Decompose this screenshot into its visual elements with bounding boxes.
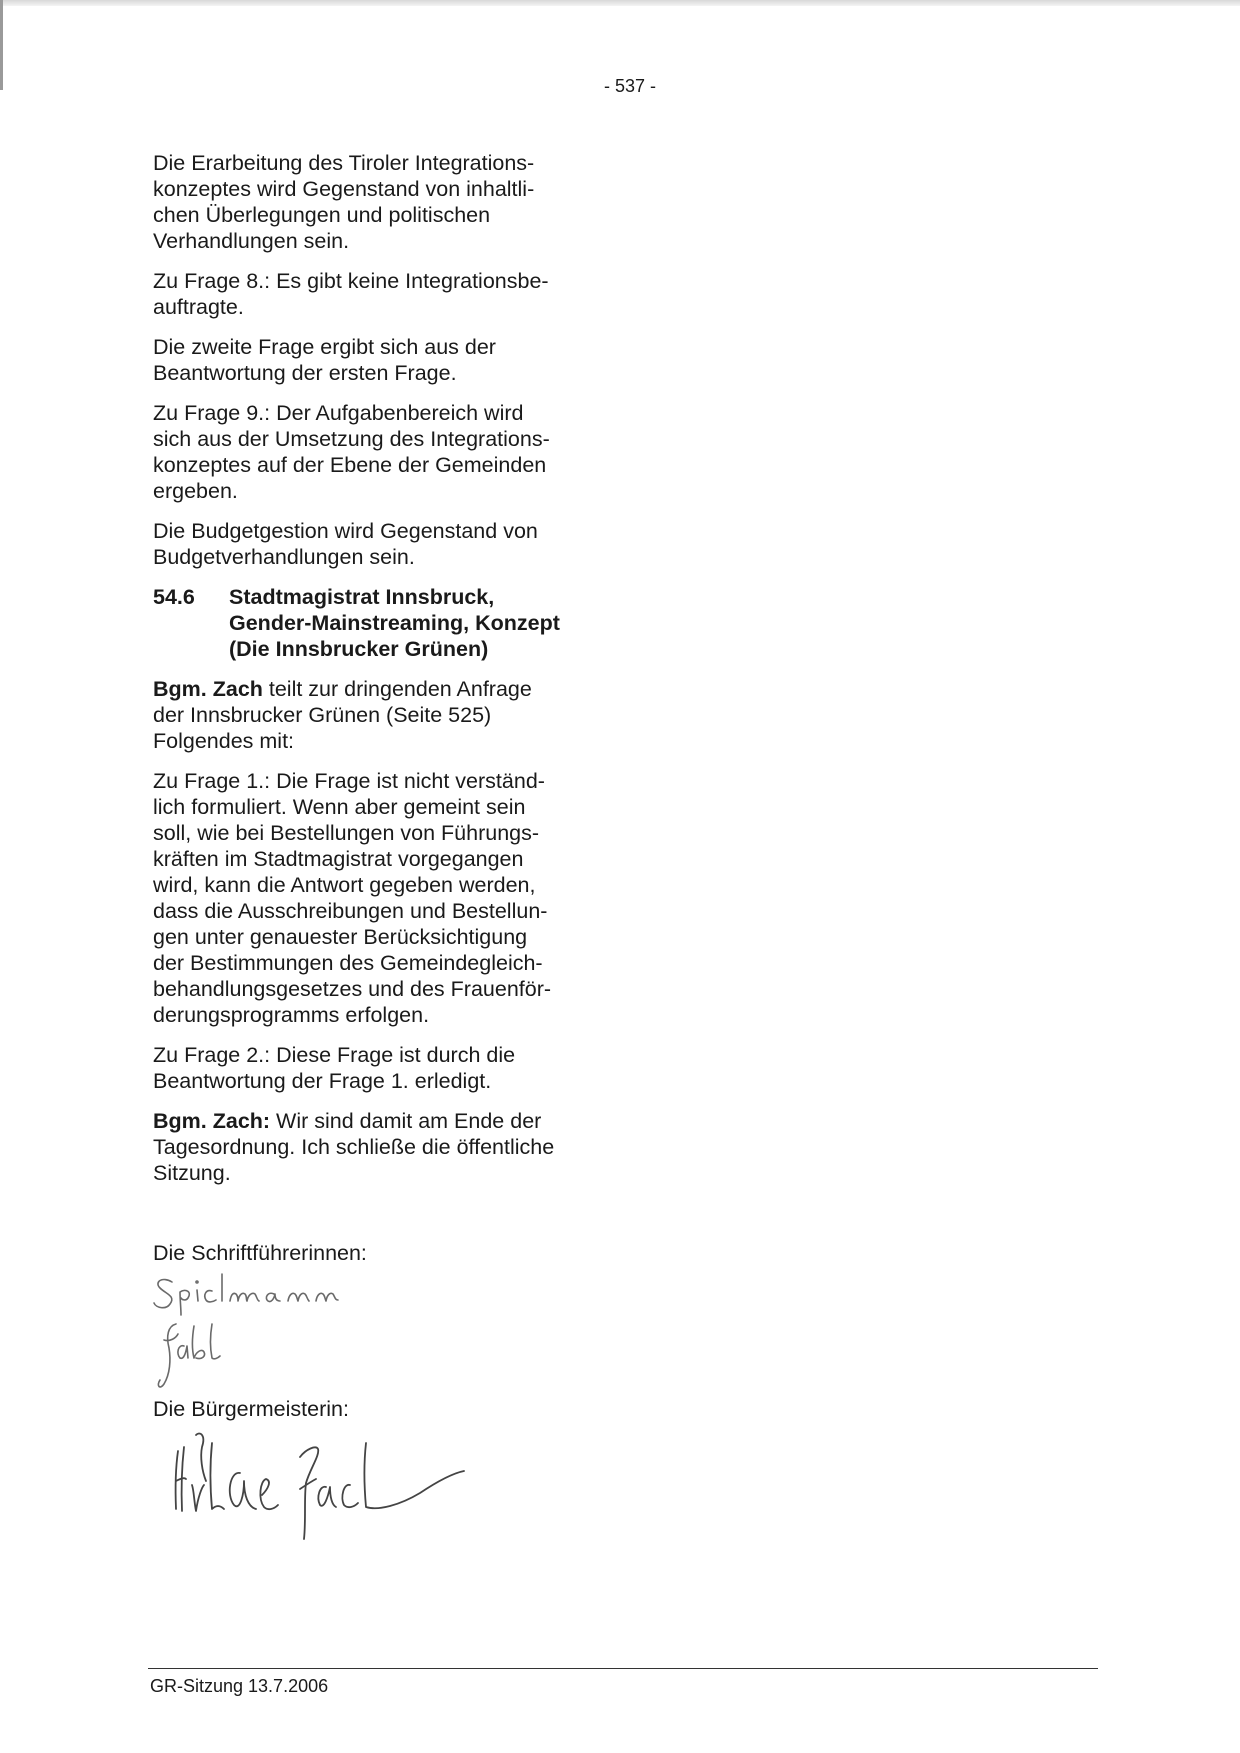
text-column — [153, 150, 593, 1200]
signature-recorder-2 — [150, 1320, 240, 1392]
section-title: Stadtmagistrat Innsbruck, Gender-Mainstreaming, Konzept (Die Innsbrucker Grünen) — [229, 585, 560, 661]
paragraph: Zu Frage 8.: Es gibt keine Integrationsbe- auftragte. — [153, 269, 549, 319]
speaker-name: Bgm. Zach — [153, 677, 263, 701]
closing-paragraph — [153, 1108, 593, 1186]
signature-mayor — [170, 1425, 490, 1545]
section-number: 54.6 — [153, 585, 195, 609]
closing-text: Wir sind damit am Ende der Tagesordnung. Ich schließe die öffentliche Sitzung. — [153, 1109, 555, 1185]
footer-divider — [148, 1668, 1098, 1669]
answer-paragraph: Zu Frage 2.: Diese Frage ist durch die Beantwortung der Frage 1. erledigt. — [153, 1043, 516, 1093]
answer-paragraph: Zu Frage 1.: Die Frage ist nicht verständ- lich formuliert. Wenn aber gemeint sein soll, wie bei Bestellungen von Führungs- kräften im Stadtmagistrat vorgegangen wird, kann die Antwort gegeben werden, dass die Ausschreibungen und Bestellun- gen unter genauester Berücksichtigung der Bestimmungen des Gemeindegleich- behandlungsgesetzes und des Frauenför- derungsprogramms erfolgen. — [153, 769, 552, 1027]
paragraph: Die Budgetgestion wird Gegenstand von Budgetverhandlungen sein. — [153, 519, 538, 569]
page-number: - 537 - — [603, 76, 657, 96]
footer-session-date: GR-Sitzung 13.7.2006 — [150, 1676, 329, 1696]
mayor-label: Die Bürgermeisterin: — [153, 1397, 349, 1421]
scan-edge-left — [0, 0, 3, 90]
section-heading — [153, 584, 593, 662]
scan-edge-top — [0, 0, 1240, 6]
paragraph: Zu Frage 9.: Der Aufgabenbereich wird sich aus der Umsetzung des Integrations- konzeptes auf der Ebene der Gemeinden ergeben. — [153, 401, 550, 503]
paragraph: Die Erarbeitung des Tiroler Integrations- konzeptes wird Gegenstand von inhaltli- chen Überlegungen und politischen Verhandlungen sein. — [153, 151, 535, 253]
intro-paragraph — [153, 676, 593, 754]
speaker-name: Bgm. Zach: — [153, 1109, 271, 1133]
intro-text: teilt zur dringenden Anfrage der Innsbrucker Grünen (Seite 525) Folgendes mit: — [153, 677, 532, 753]
signature-recorder-1 — [150, 1268, 360, 1318]
paragraph: Die zweite Frage ergibt sich aus der Beantwortung der ersten Frage. — [153, 335, 496, 385]
recorders-label: Die Schriftführerinnen: — [153, 1241, 367, 1265]
